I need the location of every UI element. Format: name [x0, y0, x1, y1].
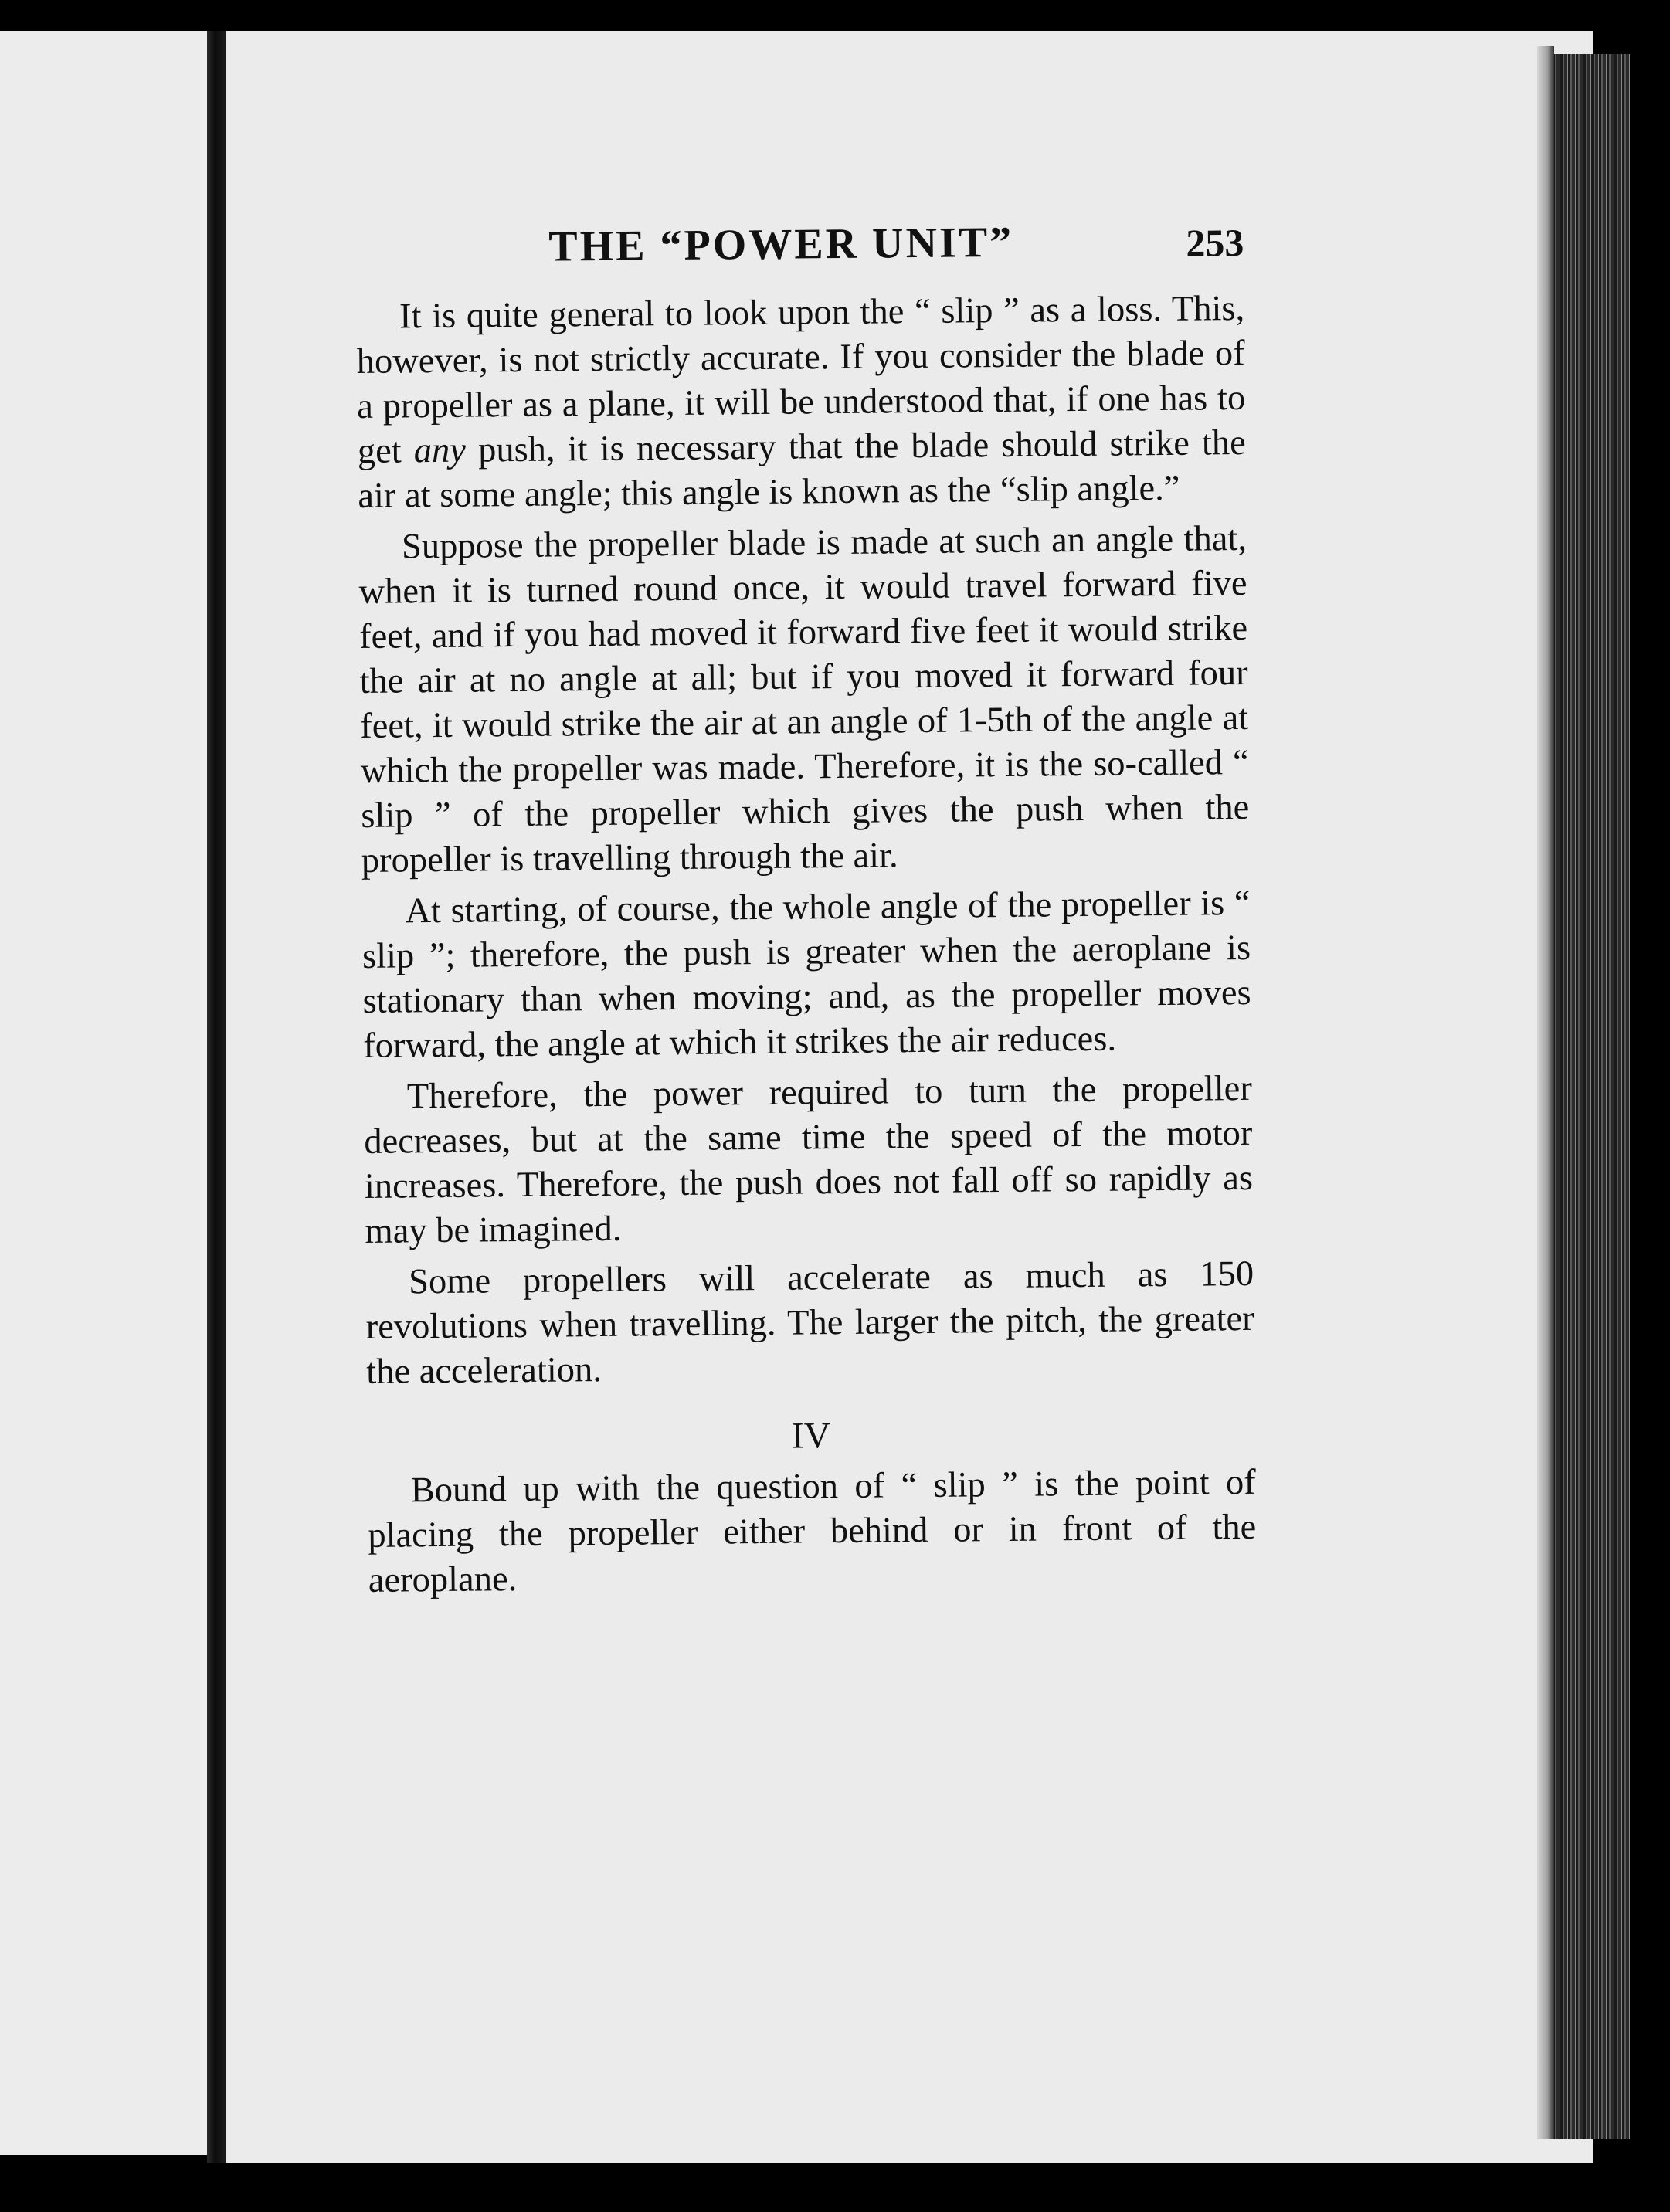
section-heading: IV — [791, 1415, 831, 1457]
paragraph-5: Some propellers will accelerate as much as 150 revolutions when travelling. The larger the pitch, the greater the acceleration. — [365, 1254, 1254, 1392]
left-facing-page — [0, 31, 232, 2155]
paragraph-4: Therefore, the power required to turn the propeller decreases, but at the same time the speed of the motor increases. Therefore, the push does not fall off so rapidly as may be imagined. — [364, 1068, 1254, 1251]
book-gutter — [207, 31, 226, 2163]
page-edges — [1545, 54, 1630, 2139]
paragraph-1-text-b: push, it is necessary that the blade should strike the air at some angle; this angle is known as the “slip angle.” — [358, 422, 1247, 516]
page-edge-shadow — [1537, 46, 1554, 2139]
page-number: 253 — [1186, 220, 1244, 265]
running-head — [355, 215, 1244, 278]
running-head-title: THE “POWER UNIT” — [548, 218, 1014, 271]
paragraph-1-emphasis: any — [413, 430, 467, 471]
section-paragraph: Bound up with the question of “ slip ” is the point of placing the propeller either behind or in front of the aeroplane. — [368, 1462, 1257, 1600]
paragraph-2: Suppose the propeller blade is made at such an angle that, when it is turned round once, it would travel forward five feet, and if you had moved it forward five feet it would strike the air at no angle at all; but if you moved it forward four feet, it would strike the air at an angle of 1-5th of the angle at which the propeller was made. Therefore, it is the so-called “ slip ” of the propeller which gives the push when the propeller is travelling through the air. — [358, 518, 1250, 880]
page-text-block — [355, 215, 1257, 1610]
paragraph-1 — [356, 287, 1247, 519]
paragraph-1-text-a: It is quite general to look upon the “ slip ” as a loss. This, however, is not strictly accurate. If you consider the blade of a propeller as a plane, it will be understood that, if one has to get — [356, 288, 1246, 471]
paragraph-3: At starting, of course, the whole angle of the propeller is “ slip ”; therefore, the push is greater when the aeroplane is stationary than when moving; and, as the propeller moves forward, the angle at which it strikes the air reduces. — [361, 883, 1251, 1066]
